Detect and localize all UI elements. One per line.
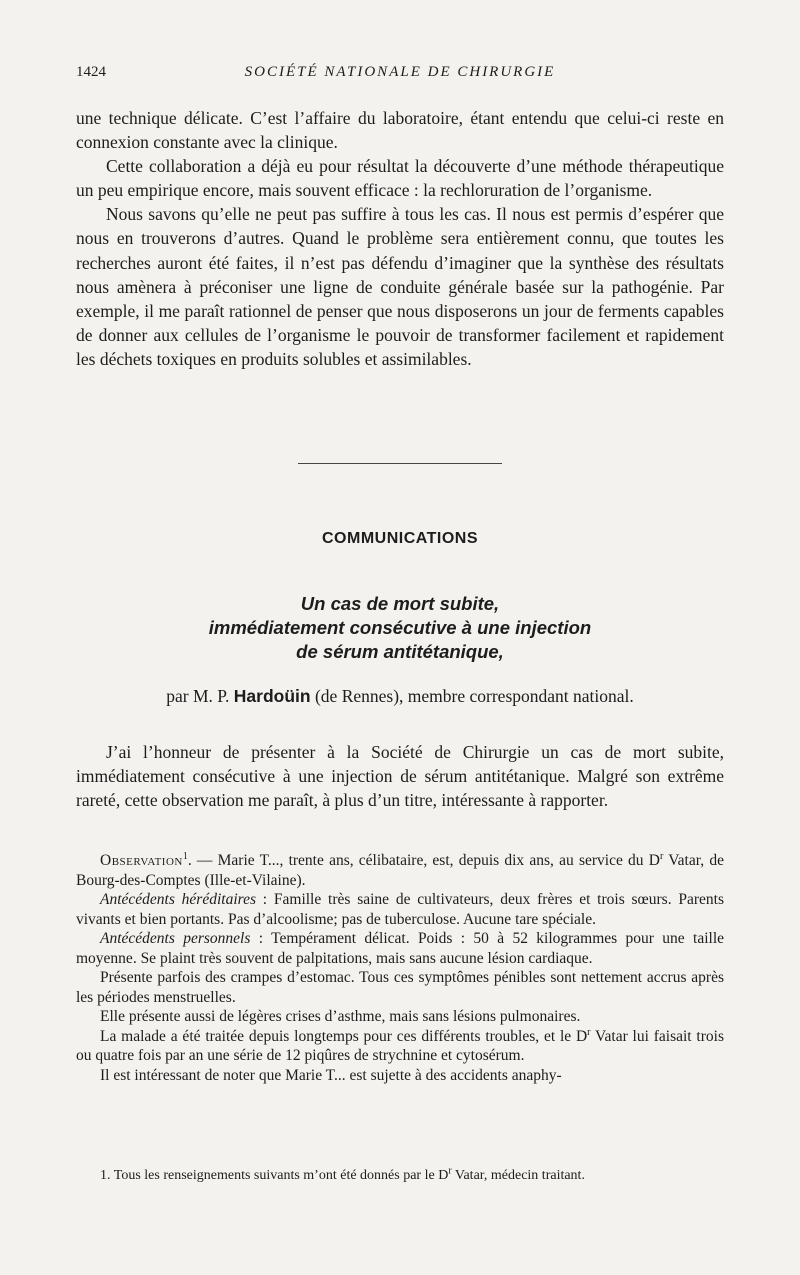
byline-prefix: par M. P.	[166, 686, 234, 706]
article-title	[76, 592, 724, 664]
observation-paragraph: Elle présente aussi de légères crises d’asthme, mais sans lésions pulmonaires.	[100, 1008, 581, 1025]
heredity-label: Antécédents héréditaires	[100, 891, 256, 908]
footnote	[76, 1167, 724, 1185]
footnote-marker: 1	[182, 850, 188, 862]
personal-text: : Tempérament délicat. Poids : 50 à 52 kilogrammes pour une taille moyenne. Se plaint très souvent de palpitations, mais sans aucune lésion cardiaque.	[76, 930, 725, 967]
section-heading: COMMUNICATIONS	[321, 530, 479, 547]
body-text	[76, 106, 724, 371]
intro-paragraph: J’ai l’honneur de présenter à la Société de Chirurgie un cas de mort subite, immédiatement consécutive à une injection de sérum antitétanique. Malgré son extrême rareté, cette observation me paraît, à plus d’un titre, intéressante à rapporter.	[76, 742, 724, 811]
personal-paragraph	[76, 929, 724, 968]
observation-paragraph: Il est intéressant de noter que Marie T... est sujette à des accidents anaphy-	[100, 1066, 562, 1084]
paragraph-continuation: une technique délicate. C’est l’affaire du laboratoire, étant entendu que celui-ci reste en connexion constante avec la clinique.	[76, 108, 724, 153]
page-header	[76, 64, 724, 86]
paragraph: Nous savons qu’elle ne peut pas suffire à tous les cas. Il nous est permis d’espérer que nous en trouverons d’autres. Quand le problème sera entièrement connu, que toutes les recherches auront été faites, il n’est pas défendu d’imaginer que la synthèse des résultats nous amènera à préconiser une ligne de conduite générale basée sur la pathogénie. Par exemple, il me paraît rationnel de penser que nous disposerons un jour de ferments capables de donner aux cellules de l’organisme le pouvoir de transformer facilement et rapidement les déchets toxiques en produits solubles et assimilables.	[76, 204, 724, 369]
byline	[76, 684, 724, 708]
observation-text: . — Marie T..., trente ans, célibataire, est, depuis dix ans, au service du D	[187, 852, 660, 869]
article-title-line: immédiatement consécutive à une injection	[208, 617, 592, 638]
observation-paragraph: Présente parfois des crampes d’estomac. Tous ces symptômes pénibles sont nettement accrus après les périodes menstruelles.	[76, 969, 724, 1006]
observation-paragraph	[76, 1027, 724, 1066]
observation-text: La malade a été traitée depuis longtemps pour ces différents troubles, et le D	[100, 1027, 588, 1045]
byline-suffix: (de Rennes), membre correspondant national.	[310, 686, 634, 706]
observation-label: Observation	[100, 852, 183, 869]
page-number: 1424	[76, 64, 106, 80]
article-title-line: de sérum antitétanique,	[296, 641, 504, 662]
footnote-paragraph	[76, 1167, 724, 1185]
paragraph: Cette collaboration a déjà eu pour résultat la découverte d’une méthode thérapeutique un peu empirique encore, mais souvent efficace : la rechloruration de l’organisme.	[76, 156, 724, 201]
running-title: SOCIÉTÉ NATIONALE DE CHIRURGIE	[244, 64, 556, 80]
article-title-line: Un cas de mort subite,	[300, 593, 500, 614]
observation-text: Vatar lui faisait trois ou quatre fois par an une série de 12 piqûres de strychnine et cytosérum.	[76, 1027, 724, 1064]
heredity-text: : Famille très saine de cultivateurs, deux frères et trois sœurs. Parents vivants et bien portants. Pas d’alcoolisme; pas de tuberculose. Aucune tare spéciale.	[76, 891, 724, 928]
observation-paragraph	[76, 851, 724, 890]
footnote-text: Tous les renseignements suivants m’ont été donnés par le D	[110, 1168, 449, 1183]
intro-text	[76, 740, 724, 812]
byline-author: Hardoüin	[233, 686, 311, 706]
section-divider	[298, 463, 502, 464]
footnote-number: 1.	[100, 1168, 111, 1183]
observation-text: Vatar, de Bourg-des-Comptes (Ille-et-Vilaine).	[76, 852, 724, 889]
heredity-paragraph	[76, 890, 724, 929]
personal-label: Antécédents personnels	[100, 930, 251, 947]
superscript: r	[448, 1165, 452, 1177]
superscript: r	[659, 850, 664, 862]
footnote-text: Vatar, médecin traitant.	[451, 1168, 585, 1183]
superscript: r	[587, 1026, 591, 1038]
observation-block	[76, 851, 724, 1085]
